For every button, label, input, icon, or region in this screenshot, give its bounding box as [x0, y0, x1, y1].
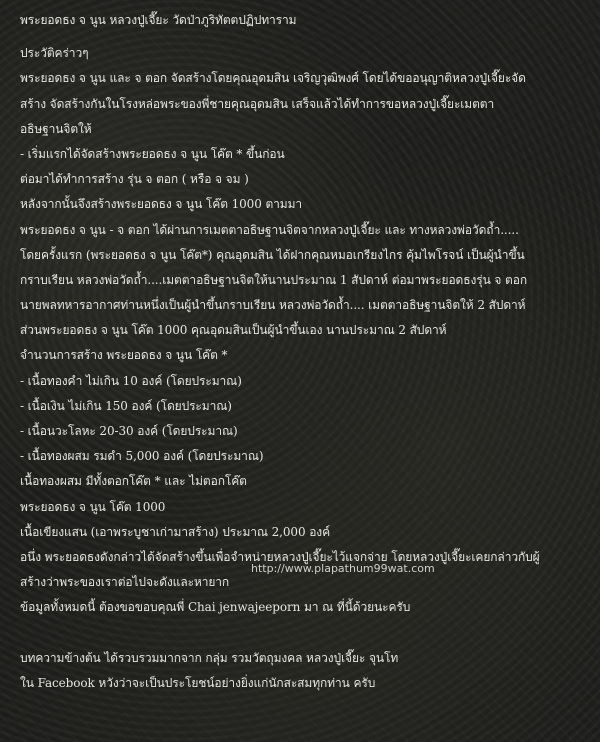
- body-line: พระยอดธง จ นูน - จ ตอก ได้ผ่านการเมตตาอธิษฐานจิตจากหลวงปู่เจี๊ยะ และ ทางหลวงพ่อวัดถ้ำ.....: [20, 222, 519, 237]
- body-line: - เนื้อทองคำ ไม่เกิน 10 องค์ (โดยประมาณ): [20, 373, 242, 388]
- body-line: หลังจากนั้นจึงสร้างพระยอดธง จ นูน โค๊ต 1000 ตามมา: [20, 197, 303, 212]
- body-line: ส่วนพระยอดธง จ นูน โค๊ต 1000 คุณอุดมสินเป็นผู้นำขึ้นเอง นานประมาณ 2 สัปดาห์: [20, 323, 447, 338]
- body-line: - เนื้อเงิน ไม่เกิน 150 องค์ (โดยประมาณ): [20, 398, 232, 413]
- page-title: พระยอดธง จ นูน หลวงปู่เจี๊ยะ วัดป่าภูริทัตตปฏิปทาราม: [20, 13, 297, 27]
- body-line: เนื้อเขียงแสน (เอาพระบูชาเก่ามาสร้าง) ประมาณ 2,000 องค์: [20, 524, 330, 539]
- body-line: นายพลทหารอากาศท่านหนึ่งเป็นผู้นำขึ้นกราบเรียน หลวงพ่อวัดถ้ำ.... เมตตาอธิษฐานจิตให้ 2 สัปดาห์: [20, 298, 526, 313]
- spacer: [20, 621, 592, 646]
- body-line: - เนื้อทองผสม รมดำ 5,000 องค์ (โดยประมาณ): [20, 449, 264, 464]
- body-line: จำนวนการสร้าง พระยอดธง จ นูน โค๊ต *: [20, 348, 228, 363]
- footer-line: บทความข้างต้น ได้รวบรวมมากจาก กลุ่ม รวมวัตถุมงคล หลวงปู่เจี๊ยะ จุนโท: [20, 650, 399, 665]
- footer-line: ใน Facebook หวังว่าจะเป็นประโยชน์อย่างยิ่งแก่นักสะสมทุกท่าน ครับ: [20, 675, 376, 690]
- body-line: ข้อมูลทั้งหมดนี้ ต้องขอขอบคุณพี่ Chai jenwajeeporn มา ณ ที่นี้ด้วยนะครับ: [20, 600, 411, 615]
- body-line: เนื้อทองผสม มีทั้งตอกโค๊ต * และ ไม่ตอกโค๊ต: [20, 474, 247, 489]
- body-line: - เนื้อนวะโลหะ 20-30 องค์ (โดยประมาณ): [20, 424, 238, 438]
- body-line: ต่อมาได้ทำการสร้าง รุ่น จ ตอก ( หรือ จ จม ): [20, 172, 249, 187]
- body-line: อธิษฐานจิตให้: [20, 121, 92, 136]
- section-heading: ประวัติคร่าวๆ: [20, 46, 89, 61]
- body-line: โดยครั้งแรก (พระยอดธง จ นูน โค๊ต*) คุณอุดมสิน ได้ฝากคุณหมอเกรียงไกร คุ้มไพโรจน์ เป็นผู้นำขึ้น: [20, 247, 525, 262]
- body-line: - เริ่มแรกได้จัดสร้างพระยอดธง จ นูน โค๊ต * ขึ้นก่อน: [20, 146, 285, 161]
- body-line: พระยอดธง จ นูน และ จ ตอก จัดสร้างโดยคุณอุดมสิน เจริญวุฒิพงศ์ โดยได้ขออนุญาติหลวงปู่เจี๊ยะจัด: [20, 71, 526, 86]
- body-line: สร้างว่าพระของเราต่อไปจะดังและหายาก: [20, 575, 230, 590]
- article: [20, 8, 592, 696]
- body-line: กราบเรียน หลวงพ่อวัดถ้ำ....เมตตาอธิษฐานจิตให้นานประมาณ 1 สัปดาห์ ต่อมาพระยอดธงรุ่น จ ตอก: [20, 272, 528, 287]
- watermark-url: http://www.plapathum99wat.com: [251, 562, 435, 575]
- body-line: พระยอดธง จ นูน โค๊ต 1000: [20, 499, 166, 514]
- body-line: อนึ่ง พระยอดธงดังกล่าวได้จัดสร้างขึ้นเพื่อจำหน่ายหลวงปู่เจี๊ยะไว้แจกจ่าย โดยหลวงปู่เจี๊ยะเคยกล่าวกับผู้: [20, 549, 540, 564]
- body-line: สร้าง จัดสร้างกันในโรงหล่อพระของพี่ชายคุณอุดมสิน เสร็จแล้วได้ทำการขอหลวงปู่เจี๊ยะเมตตา: [20, 96, 495, 111]
